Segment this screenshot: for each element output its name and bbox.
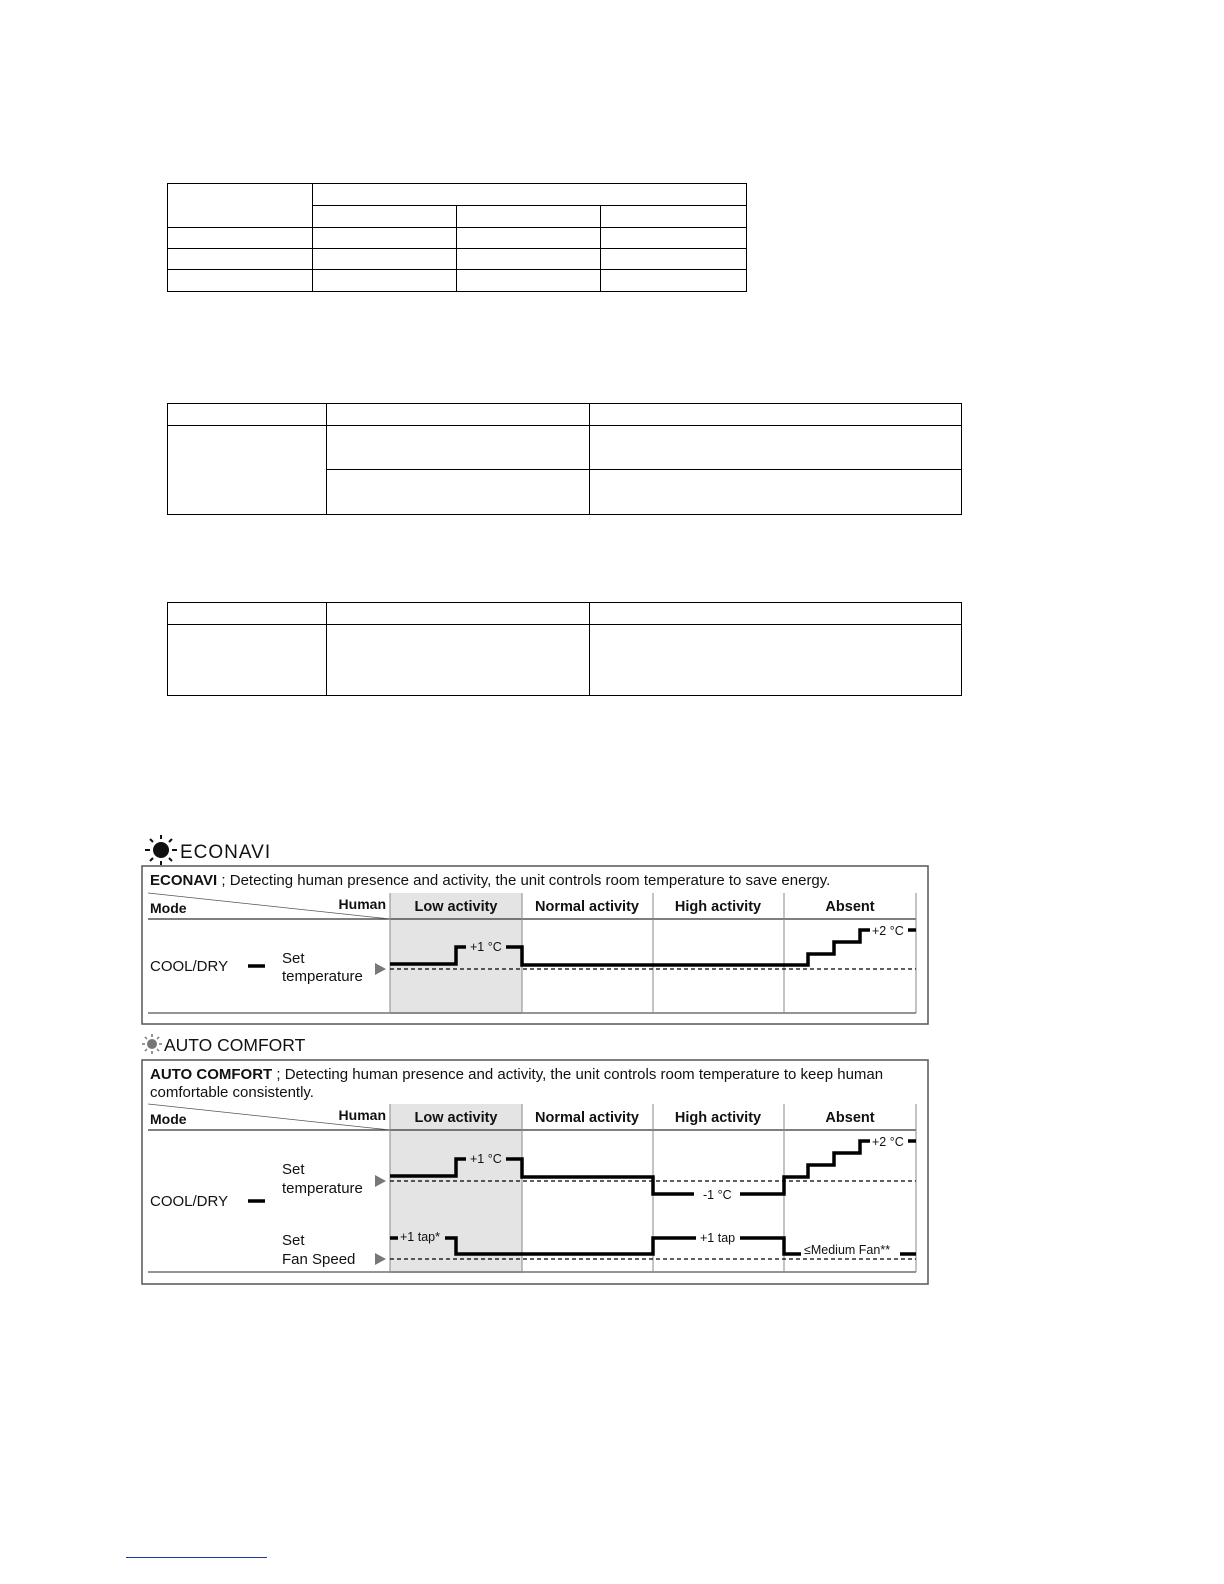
table-cell [168,228,313,249]
auto-comfort-medium-fan-label: ≤Medium Fan** [804,1243,891,1257]
table-cell [168,625,327,696]
table-cell [313,270,457,292]
table-cell [457,270,601,292]
table-header-row [168,404,962,426]
table-cell [590,603,962,625]
auto-comfort-description-line2: comfortable consistently. [150,1084,314,1101]
auto-comfort-fan-label-line1: Set [282,1232,305,1249]
auto-comfort-mode-label: Mode [150,1111,187,1127]
auto-comfort-col-high-activity: High activity [674,1110,762,1126]
econavi-panel [142,866,928,1024]
auto-comfort-fan-label-line2: Fan Speed [282,1251,356,1268]
econavi-col-normal-activity: Normal activity [535,899,639,915]
table-row [168,228,747,249]
table-cell [168,249,313,270]
econavi-row-label-line1: Set [282,950,305,967]
auto-comfort-minus1-label: -1 °C [703,1188,732,1202]
auto-comfort-col-absent: Absent [825,1110,875,1126]
table-cell [168,426,327,515]
table-1-corner-cell [168,184,313,228]
table-row [168,270,747,292]
auto-comfort-mode-value: COOL/DRY [150,1193,229,1210]
econavi-human-label: Human [338,896,386,912]
econavi-sun-icon [145,835,177,865]
table-row [168,625,962,696]
table-cell [457,228,601,249]
auto-comfort-plus1-label: +1 °C [470,1152,502,1166]
table-header-row [168,603,962,625]
auto-comfort-temp-label-line1: Set [282,1161,305,1178]
auto-comfort-plus2-label: +2 °C [872,1135,904,1149]
table-1 [167,183,747,292]
table-cell [313,249,457,270]
auto-comfort-sun-icon [142,1034,162,1054]
table-cell [590,404,962,426]
table-1-group-header [313,184,747,206]
table-cell [327,404,590,426]
table-cell [327,470,590,515]
econavi-col-high-activity: High activity [674,899,762,915]
footer-separator [126,1557,267,1558]
econavi-logo-text: ECONAVI [180,842,272,863]
econavi-description: ECONAVI ; Detecting human presence and activity, the unit controls room temperature to save energy. [150,872,831,889]
table-3 [167,602,962,696]
econavi-plus2-label: +2 °C [872,924,904,938]
auto-comfort-logo-text: AUTO COMFORT [164,1035,306,1055]
econavi-col-absent: Absent [825,899,875,915]
table-cell [590,426,962,470]
table-cell [601,249,747,270]
table-1-header-cell [601,206,747,228]
table-cell [601,270,747,292]
table-cell [168,603,327,625]
econavi-plus1-label: +1 °C [470,940,502,954]
auto-comfort-description-line1: AUTO COMFORT ; Detecting human presence and activity, the unit controls room temperature to keep human [150,1066,884,1083]
table-row [168,249,747,270]
table-cell [590,470,962,515]
table-cell [590,625,962,696]
table-1-header-cell [313,206,457,228]
econavi-auto-comfort-figure [140,835,932,1290]
table-cell [327,426,590,470]
table-cell [168,270,313,292]
table-1-header-cell [457,206,601,228]
table-cell [457,249,601,270]
table-cell [327,625,590,696]
table-cell [601,228,747,249]
econavi-mode-value: COOL/DRY [150,958,229,975]
auto-comfort-fan-plus1-tap-star-label: +1 tap* [400,1230,440,1244]
auto-comfort-temp-label-line2: temperature [282,1180,363,1197]
table-cell [313,228,457,249]
econavi-col-low-activity: Low activity [414,899,498,915]
table-2 [167,403,962,515]
auto-comfort-col-low-activity: Low activity [414,1110,498,1126]
econavi-mode-label: Mode [150,900,187,916]
econavi-row-label-line2: temperature [282,968,363,985]
auto-comfort-fan-plus1-tap-label: +1 tap [700,1231,736,1245]
auto-comfort-col-normal-activity: Normal activity [535,1110,639,1126]
table-cell [327,603,590,625]
auto-comfort-human-label: Human [338,1107,386,1123]
table-cell [168,404,327,426]
table-row [168,426,962,470]
